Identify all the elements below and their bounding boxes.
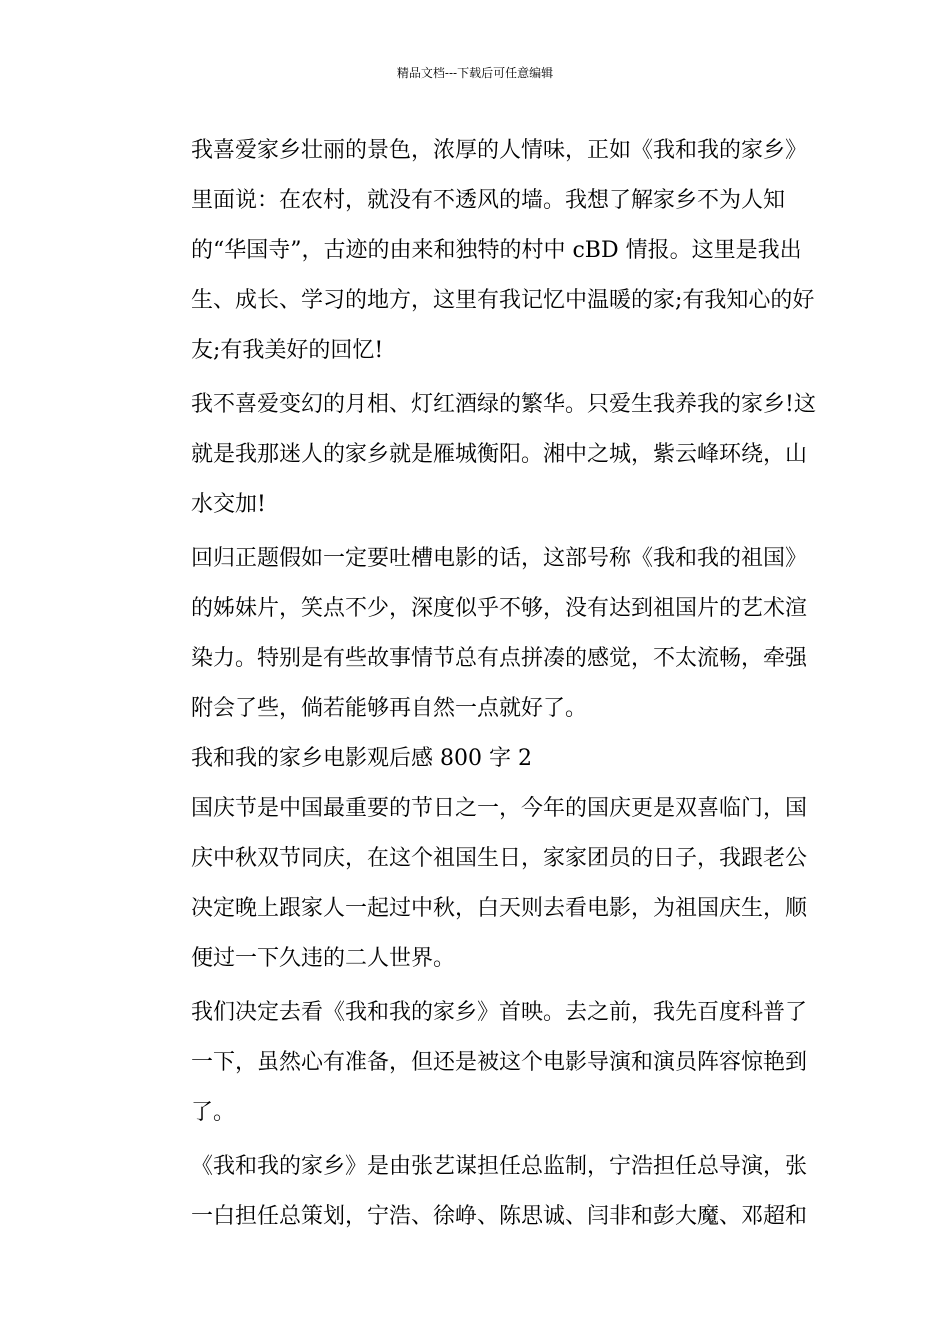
paragraph-5: 我们决定去看《我和我的家乡》首映。去之前，我先百度科普了一下，虽然心有准备，但还是被这个电影导演和演员阵容惊艳到了。 — [191, 1000, 808, 1125]
section-heading: 我和我的家乡电影观后感 800 字 2 — [191, 746, 532, 771]
document-body — [145, 126, 825, 1242]
paragraph-2: 我不喜爱变幻的月相、灯红酒绿的繁华。只爱生我养我的家乡!这就是我那迷人的家乡就是雁城衡阳。湘中之城，紫云峰环绕，山水交加! — [191, 392, 816, 517]
paragraph-1: 我喜爱家乡壮丽的景色，浓厚的人情味，正如《我和我的家乡》里面说：在农村，就没有不透风的墙。我想了解家乡不为人知的“华国寺”，古迹的由来和独特的村中 cBD 情报。这里是我出生、成长、学习的地方，这里有我记忆中温暖的家;有我知心的好友;有我美好的回忆! — [191, 138, 815, 363]
page-header: 精品文档---下载后可任意编辑 — [396, 66, 554, 80]
paragraph-6: 《我和我的家乡》是由张艺谋担任总监制，宁浩担任总导演，张一白担任总策划，宁浩、徐峥、陈思诚、闫非和彭大魔、邓超和 — [191, 1154, 808, 1229]
paragraph-4: 国庆节是中国最重要的节日之一，今年的国庆更是双喜临门，国庆中秋双节同庆，在这个祖国生日，家家团员的日子，我跟老公决定晚上跟家人一起过中秋，白天则去看电影，为祖国庆生，顺便过一下久违的二人世界。 — [191, 796, 808, 971]
paragraph-3: 回归正题假如一定要吐槽电影的话，这部号称《我和我的祖国》的姊妹片，笑点不少，深度似乎不够，没有达到祖国片的艺术渲染力。特别是有些故事情节总有点拼凑的感觉，不太流畅，牵强附会了些，倘若能够再自然一点就好了。 — [191, 546, 808, 721]
